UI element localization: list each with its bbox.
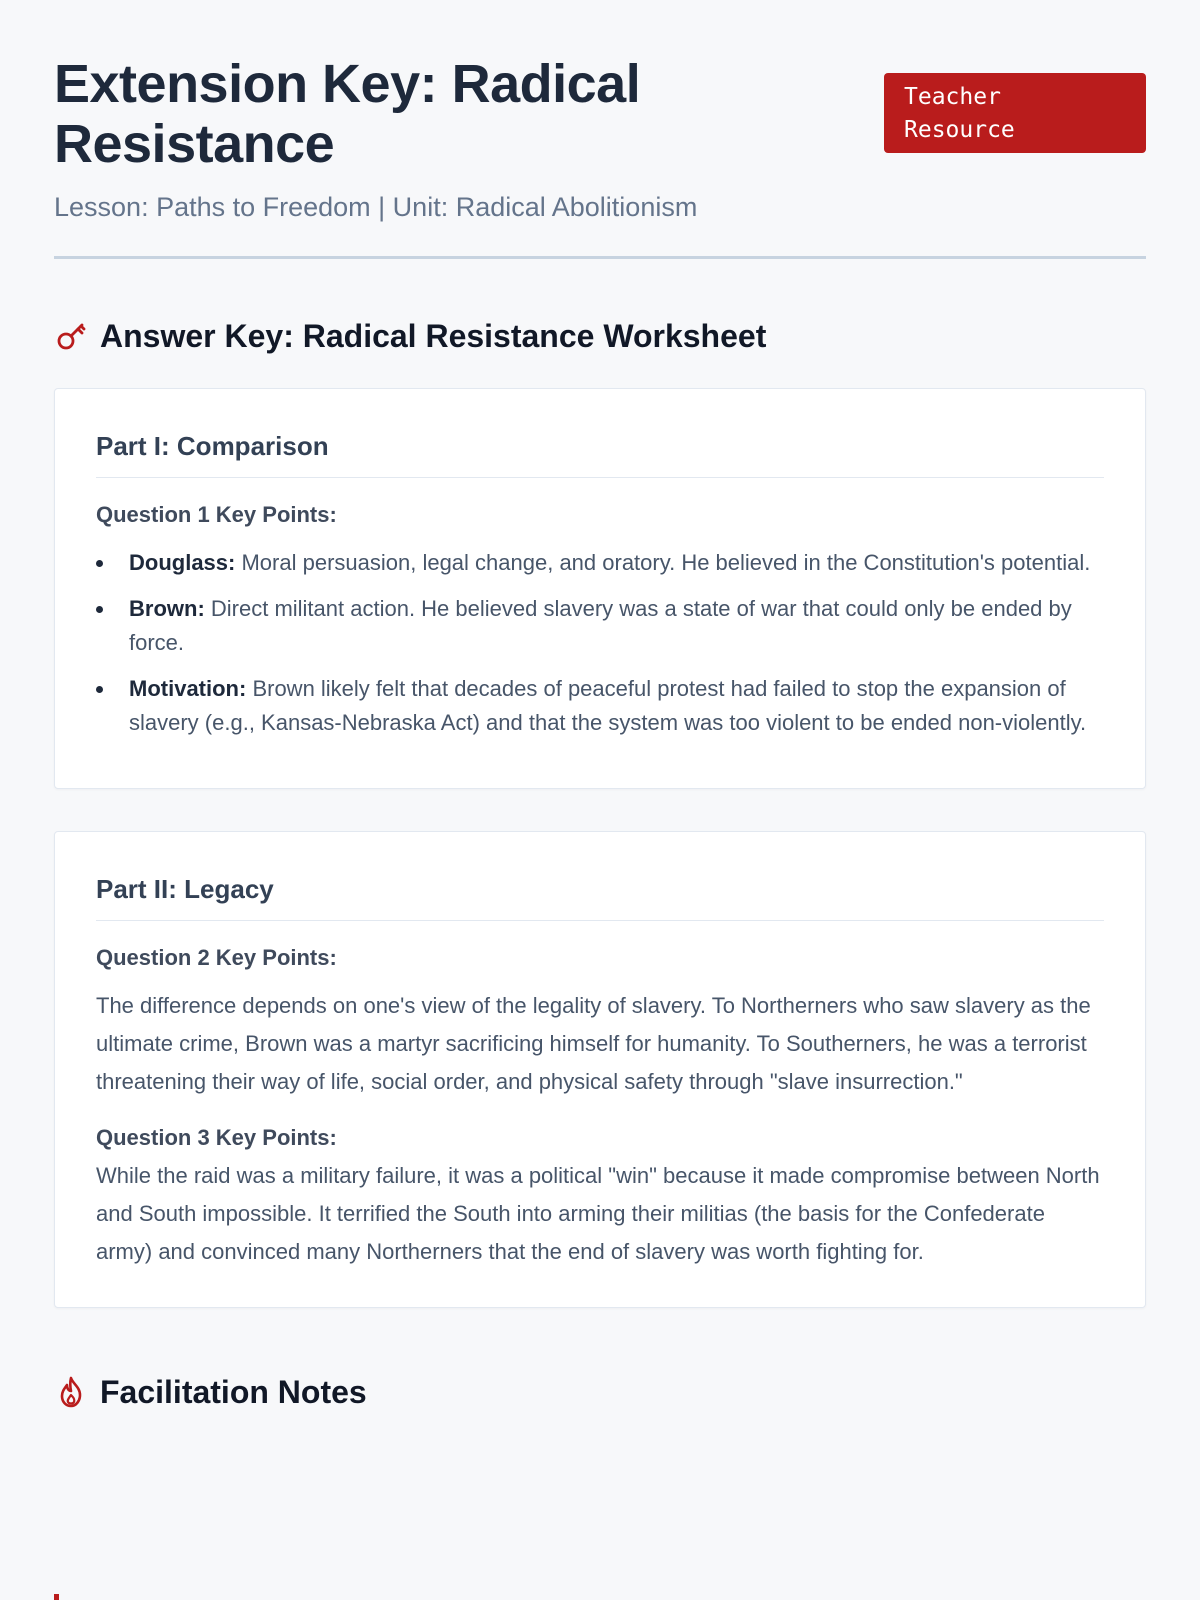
facilitation-title: Facilitation Notes — [100, 1373, 367, 1410]
section-accent-marker — [54, 1594, 59, 1600]
list-item — [96, 672, 1104, 740]
point-lead: Brown: — [129, 596, 205, 621]
part-2-card — [54, 831, 1146, 1308]
flame-icon — [54, 1375, 88, 1409]
page-subtitle: Lesson: Paths to Freedom | Unit: Radical Abolitionism — [54, 192, 698, 222]
list-item — [96, 592, 1104, 660]
facilitation-section-header — [54, 1370, 1146, 1414]
part-1-card — [54, 388, 1146, 789]
point-lead: Motivation: — [129, 676, 247, 701]
question-3-text: While the raid was a military failure, it was a political "win" because it made compromise between North and South impossible. It terrified the South into arming their militias (the basis for the Confederate army) and convinced many Northerners that the end of slavery was worth fighting for. — [96, 1163, 1100, 1264]
question-1-points — [96, 546, 1104, 740]
teacher-resource-badge: Teacher Resource — [884, 73, 1146, 153]
answer-key-title: Answer Key: Radical Resistance Worksheet — [100, 317, 767, 354]
point-lead: Douglass: — [129, 550, 236, 575]
page-header — [54, 54, 1146, 259]
point-text: Direct militant action. He believed slavery was a state of war that could only be ended by force. — [129, 596, 1072, 655]
list-item — [96, 546, 1104, 580]
question-2-heading: Question 2 Key Points: — [96, 945, 337, 970]
answer-key-section-header — [54, 314, 1146, 358]
point-text: Moral persuasion, legal change, and oratory. He believed in the Constitution's potential. — [235, 550, 1091, 575]
question-1-heading: Question 1 Key Points: — [96, 502, 337, 527]
point-text: Brown likely felt that decades of peaceful protest had failed to stop the expansion of slavery (e.g., Kansas-Nebraska Act) and that the system was too violent to be ended non-violently. — [129, 676, 1087, 735]
question-3-heading: Question 3 Key Points: — [96, 1125, 337, 1150]
question-2-text: The difference depends on one's view of the legality of slavery. To Northerners who saw slavery as the ultimate crime, Brown was a martyr sacrificing himself for humanity. To Southerners, he was a terrorist threatening their way of life, social order, and physical safety through "slave insurrection." — [96, 993, 1091, 1094]
part-1-title: Part I: Comparison — [96, 431, 1104, 478]
key-icon — [54, 319, 88, 353]
part-2-title: Part II: Legacy — [96, 874, 1104, 921]
page-title: Extension Key: Radical Resistance — [54, 54, 641, 174]
